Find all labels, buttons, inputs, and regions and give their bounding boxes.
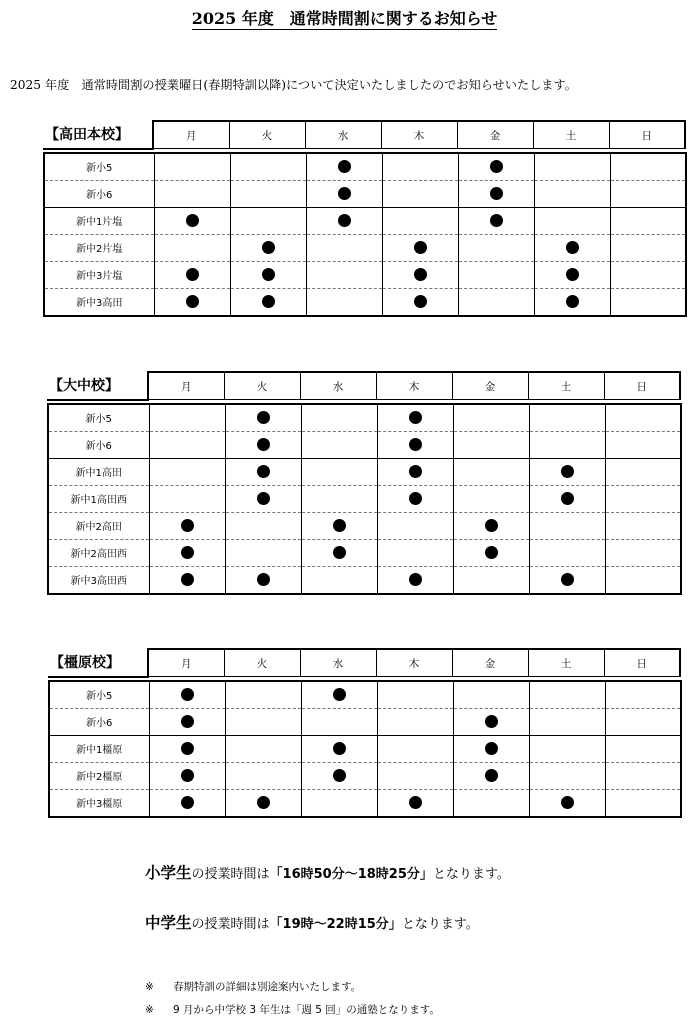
day-cell [301, 566, 377, 594]
class-day-dot [409, 438, 422, 451]
table-row [48, 485, 681, 512]
class-day-dot [257, 573, 270, 586]
day-header: 日 [604, 372, 680, 400]
class-day-dot [333, 519, 346, 532]
day-cell [382, 207, 458, 234]
day-cell [149, 431, 225, 458]
class-day-dot [186, 214, 199, 227]
day-header: 金 [457, 121, 533, 149]
class-day-dot [414, 295, 427, 308]
day-cell [225, 458, 301, 485]
class-day-dot [186, 295, 199, 308]
class-day-dot [409, 796, 422, 809]
day-header: 火 [229, 121, 305, 149]
table-row [44, 234, 686, 261]
junior-time: 「19時～22時15分」 [269, 917, 402, 932]
day-cell [534, 153, 610, 181]
table-row [49, 681, 681, 709]
class-day-dot [561, 573, 574, 586]
class-day-dot [485, 546, 498, 559]
class-day-dot [262, 241, 275, 254]
class-day-dot [485, 769, 498, 782]
day-cell [529, 735, 605, 762]
class-day-dot [566, 268, 579, 281]
day-cell [605, 762, 681, 789]
day-header: 日 [609, 121, 685, 149]
grade-label: 新中3橿原 [49, 789, 149, 817]
grade-label: 新小6 [48, 431, 149, 458]
day-cell [301, 539, 377, 566]
day-cell [149, 404, 225, 432]
day-cell [529, 762, 605, 789]
day-cell [453, 735, 529, 762]
table-row [44, 261, 686, 288]
day-cell [377, 485, 453, 512]
day-header: 日 [604, 649, 680, 677]
day-cell [458, 180, 534, 207]
day-cell [149, 735, 225, 762]
day-header: 土 [528, 372, 604, 400]
day-cell [149, 566, 225, 594]
table-row [49, 789, 681, 817]
day-cell [458, 207, 534, 234]
table-row [48, 404, 681, 432]
class-day-dot [262, 268, 275, 281]
day-cell [149, 539, 225, 566]
day-cell [534, 234, 610, 261]
class-day-dot [414, 268, 427, 281]
junior-pre: の授業時間は [191, 917, 270, 932]
table-row [49, 735, 681, 762]
day-header: 土 [533, 121, 609, 149]
day-cell [225, 566, 301, 594]
class-day-dot [561, 492, 574, 505]
day-cell [154, 180, 230, 207]
day-cell [306, 180, 382, 207]
class-day-dot [338, 214, 351, 227]
day-cell [301, 485, 377, 512]
note-1-mark: ※ [145, 981, 154, 993]
class-day-dot [338, 160, 351, 173]
grade-label: 新中3高田 [44, 288, 154, 316]
day-cell [458, 234, 534, 261]
day-cell [377, 735, 453, 762]
elementary-time: 「16時50分～18時25分」 [269, 867, 433, 882]
day-cell [605, 485, 681, 512]
day-cell [610, 261, 686, 288]
class-day-dot [257, 492, 270, 505]
day-header: 月 [148, 372, 224, 400]
day-cell [534, 207, 610, 234]
day-cell [605, 681, 681, 709]
day-cell [382, 288, 458, 316]
day-cell [453, 539, 529, 566]
note-1 [145, 979, 361, 994]
day-cell [453, 404, 529, 432]
class-day-dot [257, 411, 270, 424]
day-cell [382, 153, 458, 181]
schedule-takada-honko [43, 120, 687, 317]
day-cell [605, 539, 681, 566]
grade-label: 新中1高田西 [48, 485, 149, 512]
day-cell [529, 539, 605, 566]
class-day-dot [181, 796, 194, 809]
day-cell [534, 261, 610, 288]
day-cell [377, 431, 453, 458]
day-cell [529, 404, 605, 432]
table-row [44, 207, 686, 234]
schedule-body [48, 680, 682, 818]
note-2-text: 9 月から中学校 3 年生は「週 5 回」の通塾となります。 [173, 1004, 440, 1016]
junior-label: 中学生 [145, 914, 192, 932]
day-cell [306, 153, 382, 181]
day-cell [382, 180, 458, 207]
grade-label: 新小6 [44, 180, 154, 207]
grade-label: 新小6 [49, 708, 149, 735]
day-cell [529, 458, 605, 485]
day-cell [149, 485, 225, 512]
junior-post: となります。 [401, 917, 479, 932]
day-cell [605, 512, 681, 539]
day-cell [149, 458, 225, 485]
day-cell [149, 762, 225, 789]
grade-label: 新小5 [49, 681, 149, 709]
day-cell [301, 789, 377, 817]
day-header: 水 [305, 121, 381, 149]
table-row [44, 180, 686, 207]
class-day-dot [181, 769, 194, 782]
day-cell [149, 789, 225, 817]
day-cell [306, 288, 382, 316]
class-day-dot [181, 742, 194, 755]
day-cell [605, 458, 681, 485]
class-day-dot [257, 438, 270, 451]
day-cell [610, 288, 686, 316]
elementary-post: となります。 [432, 867, 510, 882]
day-header: 木 [376, 649, 452, 677]
day-cell [529, 681, 605, 709]
day-cell [377, 566, 453, 594]
note-2-mark: ※ [145, 1004, 154, 1016]
day-header: 金 [452, 649, 528, 677]
day-header: 金 [452, 372, 528, 400]
day-cell [453, 431, 529, 458]
school-name: 【橿原校】 [48, 649, 148, 677]
page-title: 2025 年度 通常時間割に関するお知らせ [191, 9, 498, 28]
grade-label: 新中2高田西 [48, 539, 149, 566]
school-name: 【高田本校】 [43, 121, 153, 149]
day-cell [149, 512, 225, 539]
day-cell [610, 234, 686, 261]
day-cell [382, 261, 458, 288]
day-header: 月 [148, 649, 224, 677]
grade-label: 新中3片塩 [44, 261, 154, 288]
day-cell [230, 288, 306, 316]
class-day-dot [409, 465, 422, 478]
day-cell [377, 708, 453, 735]
class-day-dot [561, 796, 574, 809]
grade-label: 新小5 [48, 404, 149, 432]
day-cell [301, 762, 377, 789]
class-day-dot [338, 187, 351, 200]
day-cell [154, 153, 230, 181]
class-day-dot [181, 519, 194, 532]
class-day-dot [490, 160, 503, 173]
day-cell [301, 431, 377, 458]
grade-label: 新中2橿原 [49, 762, 149, 789]
class-day-dot [490, 187, 503, 200]
table-row [49, 708, 681, 735]
day-cell [453, 512, 529, 539]
day-header: 水 [300, 372, 376, 400]
class-day-dot [490, 214, 503, 227]
class-day-dot [561, 465, 574, 478]
class-day-dot [181, 546, 194, 559]
day-cell [605, 404, 681, 432]
class-day-dot [262, 295, 275, 308]
day-cell [610, 153, 686, 181]
table-row [48, 539, 681, 566]
day-cell [230, 261, 306, 288]
class-day-dot [333, 769, 346, 782]
day-cell [225, 735, 301, 762]
day-cell [453, 681, 529, 709]
class-day-dot [181, 573, 194, 586]
day-cell [610, 180, 686, 207]
day-header: 木 [376, 372, 452, 400]
day-cell [377, 681, 453, 709]
day-cell [225, 539, 301, 566]
day-cell [529, 566, 605, 594]
class-day-dot [409, 492, 422, 505]
day-header: 木 [381, 121, 457, 149]
intro-text: 2025 年度 通常時間割の授業曜日(春期特訓以降)について決定いたしましたのでお知らせいたします。 [10, 78, 577, 92]
schedule-onaka [47, 371, 682, 595]
schedule-body [47, 403, 682, 595]
day-cell [453, 566, 529, 594]
school-name: 【大中校】 [47, 372, 148, 400]
day-cell [534, 180, 610, 207]
day-cell [458, 288, 534, 316]
day-cell [377, 762, 453, 789]
day-cell [534, 288, 610, 316]
day-header: 土 [528, 649, 604, 677]
grade-label: 新小5 [44, 153, 154, 181]
table-row [44, 153, 686, 181]
day-cell [458, 153, 534, 181]
class-day-dot [566, 295, 579, 308]
day-cell [458, 261, 534, 288]
day-cell [382, 234, 458, 261]
class-day-dot [186, 268, 199, 281]
day-cell [453, 485, 529, 512]
day-cell [453, 458, 529, 485]
class-day-dot [485, 519, 498, 532]
class-day-dot [333, 688, 346, 701]
day-cell [149, 708, 225, 735]
day-cell [225, 404, 301, 432]
day-cell [377, 512, 453, 539]
day-cell [377, 789, 453, 817]
day-cell [306, 234, 382, 261]
day-cell [225, 485, 301, 512]
grade-label: 新中2片塩 [44, 234, 154, 261]
schedule-body [43, 152, 687, 317]
day-cell [306, 261, 382, 288]
day-cell [154, 288, 230, 316]
note-1-text: 春期特訓の詳細は別途案内いたします。 [173, 981, 362, 993]
day-cell [605, 708, 681, 735]
day-header: 火 [224, 372, 300, 400]
day-cell [301, 681, 377, 709]
table-row [48, 512, 681, 539]
day-header: 月 [153, 121, 229, 149]
day-cell [605, 566, 681, 594]
day-cell [230, 180, 306, 207]
day-cell [225, 762, 301, 789]
class-day-dot [257, 796, 270, 809]
class-day-dot [409, 573, 422, 586]
day-cell [529, 431, 605, 458]
day-cell [377, 539, 453, 566]
day-cell [610, 207, 686, 234]
class-day-dot [414, 241, 427, 254]
grade-label: 新中1片塩 [44, 207, 154, 234]
table-row [48, 458, 681, 485]
day-cell [301, 735, 377, 762]
table-row [48, 566, 681, 594]
class-day-dot [333, 742, 346, 755]
day-cell [230, 234, 306, 261]
day-cell [605, 735, 681, 762]
day-cell [149, 681, 225, 709]
day-cell [301, 512, 377, 539]
day-header: 火 [224, 649, 300, 677]
day-header: 水 [300, 649, 376, 677]
class-day-dot [566, 241, 579, 254]
elementary-time-line [145, 861, 510, 883]
day-cell [453, 708, 529, 735]
day-cell [529, 789, 605, 817]
day-cell [154, 261, 230, 288]
class-day-dot [485, 742, 498, 755]
class-day-dot [333, 546, 346, 559]
grade-label: 新中3高田西 [48, 566, 149, 594]
grade-label: 新中1高田 [48, 458, 149, 485]
note-2 [145, 1002, 440, 1017]
day-cell [605, 789, 681, 817]
day-cell [301, 404, 377, 432]
day-cell [529, 512, 605, 539]
table-row [48, 431, 681, 458]
table-row [49, 762, 681, 789]
day-cell [306, 207, 382, 234]
day-cell [225, 512, 301, 539]
schedule-kashihara [48, 648, 682, 818]
grade-label: 新中2高田 [48, 512, 149, 539]
schedule-header [47, 371, 681, 401]
day-cell [529, 708, 605, 735]
schedule-header [48, 648, 681, 678]
day-cell [377, 404, 453, 432]
elementary-label: 小学生 [145, 864, 192, 882]
day-cell [225, 789, 301, 817]
day-cell [230, 153, 306, 181]
day-cell [225, 681, 301, 709]
day-cell [301, 708, 377, 735]
class-day-dot [409, 411, 422, 424]
day-cell [225, 431, 301, 458]
day-cell [529, 485, 605, 512]
day-cell [605, 431, 681, 458]
day-cell [230, 207, 306, 234]
day-cell [377, 458, 453, 485]
day-cell [154, 207, 230, 234]
class-day-dot [181, 715, 194, 728]
table-row [44, 288, 686, 316]
class-day-dot [485, 715, 498, 728]
day-cell [453, 762, 529, 789]
elementary-pre: の授業時間は [191, 867, 270, 882]
day-cell [154, 234, 230, 261]
class-day-dot [181, 688, 194, 701]
day-cell [301, 458, 377, 485]
day-cell [453, 789, 529, 817]
day-cell [225, 708, 301, 735]
junior-time-line [145, 911, 479, 933]
schedule-header [43, 120, 686, 150]
grade-label: 新中1橿原 [49, 735, 149, 762]
class-day-dot [257, 465, 270, 478]
